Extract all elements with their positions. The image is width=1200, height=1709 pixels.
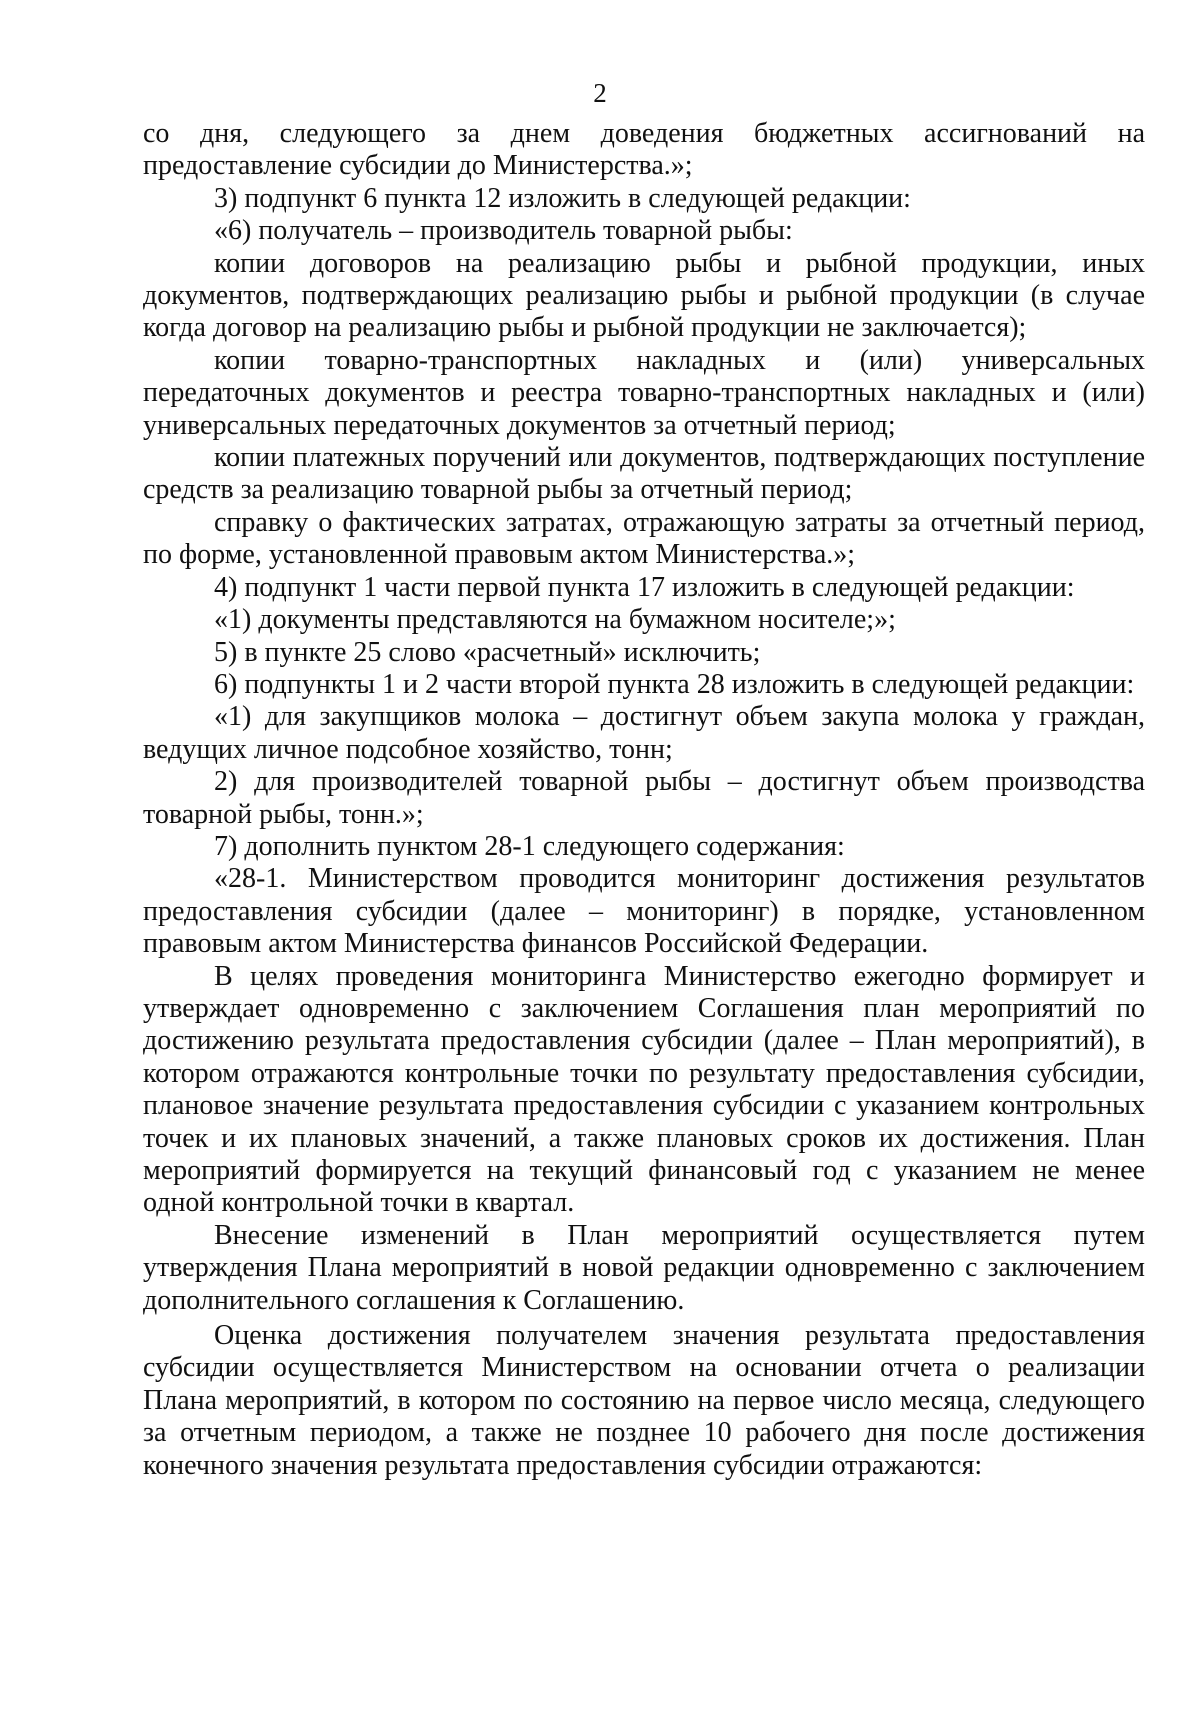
paragraph: копии товарно-транспортных накладных и (или) универсальных передаточных документов и реестра товарно-транспортных накладных и (или) универсальных передаточных документов за отчетный период; (143, 344, 1145, 441)
paragraph: 2) для производителей товарной рыбы – достигнут объем производства товарной рыбы, тонн.»; (143, 766, 1145, 830)
paragraph: копии договоров на реализацию рыбы и рыбной продукции, иных документов, подтверждающих реализацию рыбы и рыбной продукции (в случае когда договор на реализацию рыбы и рыбной продукции не заключается); (143, 247, 1145, 344)
paragraph: 6) подпункты 1 и 2 части второй пункта 28 изложить в следующей редакции: (214, 668, 1135, 700)
paragraph: «1) для закупщиков молока – достигнут объем закупа молока у граждан, ведущих личное подсобное хозяйство, тонн; (143, 701, 1145, 765)
document-body (143, 118, 1145, 1482)
paragraph: 4) подпункт 1 части первой пункта 17 изложить в следующей редакции: (214, 571, 1075, 603)
paragraph: 3) подпункт 6 пункта 12 изложить в следующей редакции: (214, 182, 911, 214)
paragraph: «1) документы представляются на бумажном носителе;»; (214, 604, 896, 636)
paragraph: 5) в пункте 25 слово «расчетный» исключить; (214, 636, 761, 668)
paragraph: «28-1. Министерством проводится мониторинг достижения результатов предоставления субсидии (далее – мониторинг) в порядке, установленном правовым актом Министерства финансов Российской Федерации. (143, 863, 1145, 960)
paragraph: со дня, следующего за днем доведения бюджетных ассигнований на предоставление субсидии до Министерства.»; (143, 118, 1145, 182)
page-number: 2 (593, 78, 607, 108)
paragraph: Оценка достижения получателем значения результата предоставления субсидии осуществляется Министерством на основании отчета о реализации Плана мероприятий, в котором по состоянию на первое число месяца, следующего за отчетным периодом, а также не позднее 10 рабочего дня после достижения конечного значения результата предоставления субсидии отражаются: (143, 1320, 1145, 1481)
paragraph: копии платежных поручений или документов, подтверждающих поступление средств за реализацию товарной рыбы за отчетный период; (143, 442, 1145, 506)
paragraph: Внесение изменений в План мероприятий осуществляется путем утверждения Плана мероприятий в новой редакции одновременно с заключением дополнительного соглашения к Соглашению. (143, 1219, 1145, 1316)
paragraph: В целях проведения мониторинга Министерство ежегодно формирует и утверждает одновременно с заключением Соглашения план мероприятий по достижению результата предоставления субсидии (далее – План мероприятий), в котором отражаются контрольные точки по результату предоставления субсидии, плановое значение результата предоставления субсидии с указанием контрольных точек и их плановых значений, а также плановых сроков их достижения. План мероприятий формируется на текущий финансовый год с указанием не менее одной контрольной точки в квартал. (143, 960, 1145, 1219)
paragraph: «6) получатель – производитель товарной рыбы: (214, 215, 793, 247)
paragraph: 7) дополнить пунктом 28-1 следующего содержания: (214, 830, 845, 862)
paragraph: справку о фактических затратах, отражающую затраты за отчетный период, по форме, установленной правовым актом Министерства.»; (143, 506, 1145, 571)
